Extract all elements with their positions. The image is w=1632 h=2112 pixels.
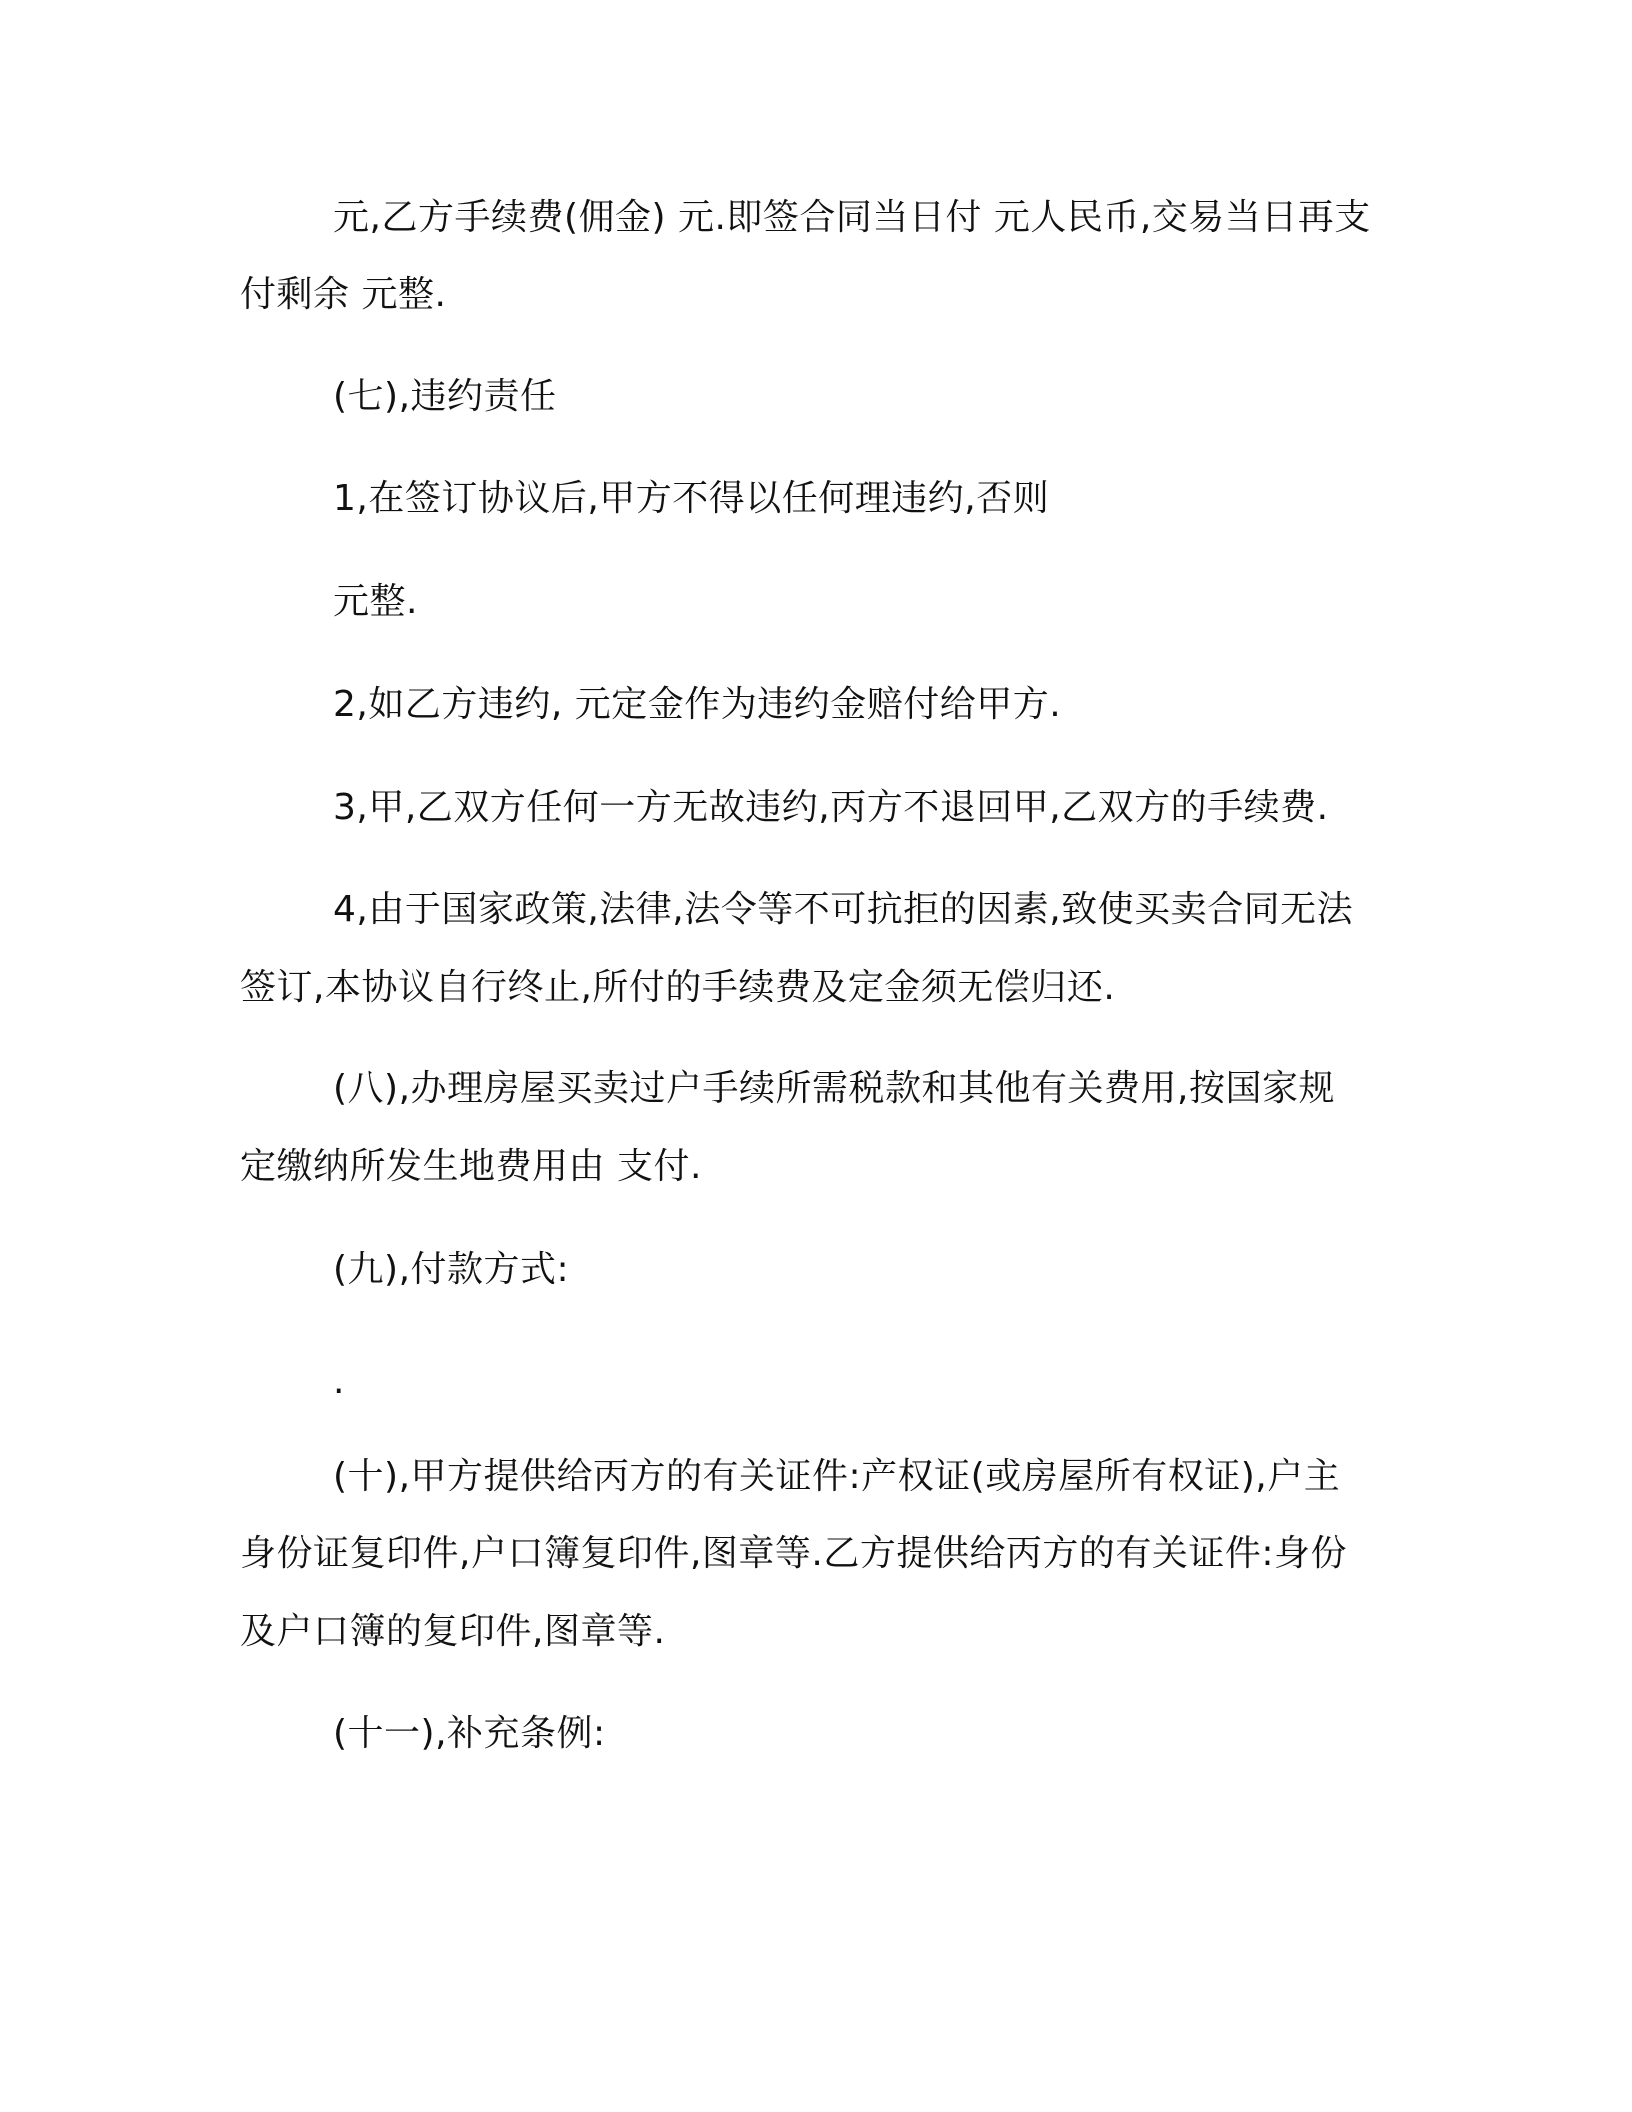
- section-heading: (九),付款方式:: [333, 1249, 570, 1290]
- text-line: 及户口簿的复印件,图章等.: [240, 1611, 666, 1652]
- section-heading: (八),办理房屋买卖过户手续所需税款和其他有关费用,按国家规: [333, 1068, 1335, 1109]
- text-line: 元,乙方手续费(佣金) 元.即签合同当日付 元人民币,交易当日再支: [333, 197, 1371, 238]
- text-line: 2,如乙方违约, 元定金作为违约金赔付给甲方.: [333, 684, 1062, 725]
- text-line: 4,由于国家政策,法律,法令等不可抗拒的因素,致使买卖合同无法: [333, 889, 1354, 930]
- text-line: .: [333, 1361, 345, 1402]
- text-line: 3,甲,乙双方任何一方无故违约,丙方不退回甲,乙双方的手续费.: [333, 787, 1329, 828]
- text-line: 签订,本协议自行终止,所付的手续费及定金须无偿归还.: [240, 967, 1116, 1008]
- text-line: 1,在签订协议后,甲方不得以任何理违约,否则: [333, 478, 1050, 519]
- text-line: 身份证复印件,户口簿复印件,图章等.乙方提供给丙方的有关证件:身份: [240, 1533, 1347, 1574]
- text-line: 付剩余 元整.: [240, 274, 447, 315]
- text-line: 元整.: [333, 581, 418, 622]
- section-heading: (十一),补充条例:: [333, 1713, 606, 1754]
- section-heading: (七),违约责任: [333, 376, 557, 417]
- section-heading: (十),甲方提供给丙方的有关证件:产权证(或房屋所有权证),户主: [333, 1456, 1341, 1497]
- text-line: 定缴纳所发生地费用由 支付.: [240, 1146, 702, 1187]
